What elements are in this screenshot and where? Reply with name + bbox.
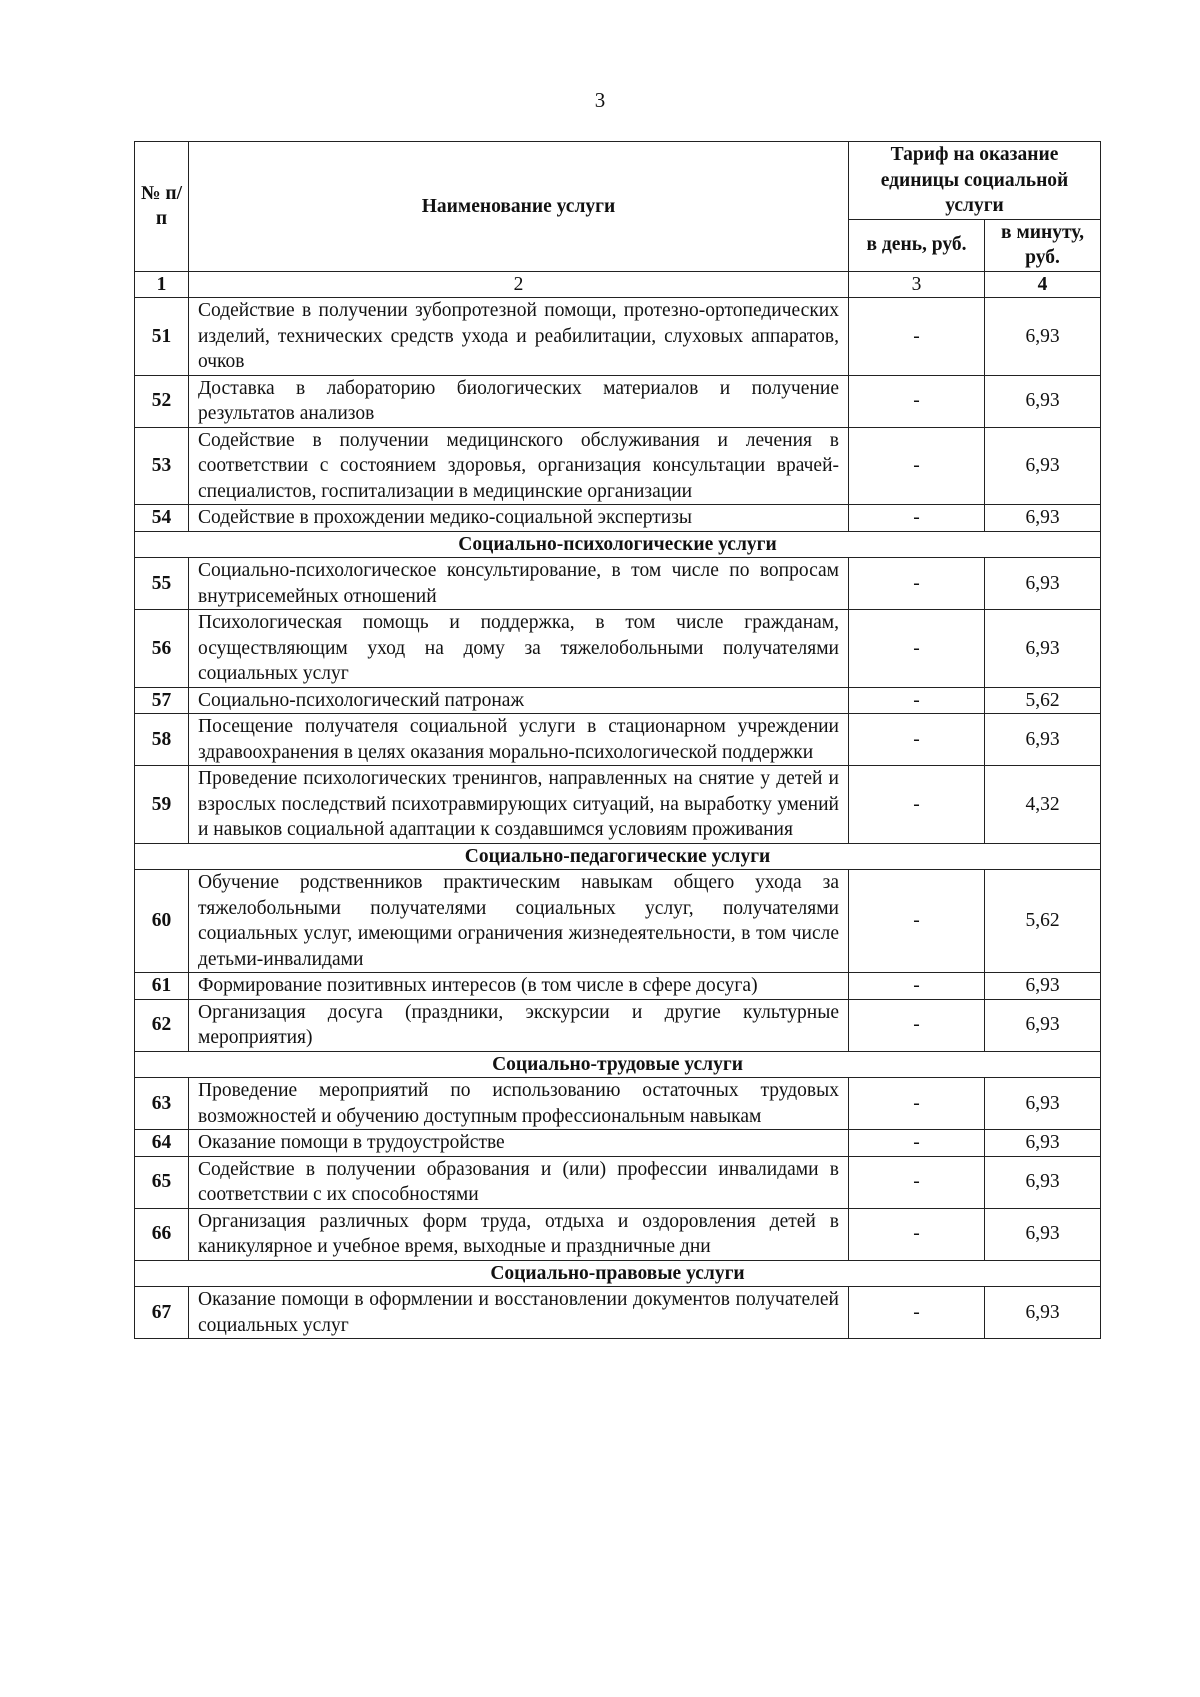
service-number: 51 [135,298,189,376]
tariff-per-day: - [849,1208,985,1260]
service-name: Психологическая помощь и поддержка, в том числе гражданам, осуществляющим уход на дому за тяжелобольными получателями социальных услуг [189,610,849,688]
tariff-per-minute: 6,93 [985,427,1101,505]
service-number: 57 [135,687,189,714]
page-number: 3 [594,88,606,112]
service-number: 63 [135,1078,189,1130]
service-name: Содействие в получении образования и (или) профессии инвалидами в соответствии с их способностями [189,1156,849,1208]
service-name: Посещение получателя социальной услуги в стационарном учреждении здравоохранения в целях оказания морально-психологической поддержки [189,714,849,766]
tariff-per-minute: 6,93 [985,973,1101,1000]
tariff-table [134,141,1101,1339]
service-number: 55 [135,558,189,610]
header-per-day: в день, руб. [849,219,985,271]
table-body [135,298,1101,1339]
service-name: Социально-психологическое консультирование, в том числе по вопросам внутрисемейных отношений [189,558,849,610]
service-name: Проведение мероприятий по использованию остаточных трудовых возможностей и обучению доступным профессиональным навыкам [189,1078,849,1130]
service-number: 59 [135,766,189,844]
table-header [135,142,1101,298]
service-number: 61 [135,973,189,1000]
table-row [135,870,1101,973]
header-tariff: Тариф на оказание единицы социальной услуги [849,142,1101,220]
table-row [135,1208,1101,1260]
service-number: 64 [135,1130,189,1157]
table-row [135,610,1101,688]
header-number: № п/п [135,142,189,272]
section-row [135,1260,1101,1287]
service-number: 67 [135,1287,189,1339]
column-index-1: 1 [135,271,189,298]
table-row [135,1130,1101,1157]
tariff-per-day: - [849,973,985,1000]
tariff-per-day: - [849,375,985,427]
service-name: Содействие в получении медицинского обслуживания и лечения в соответствии с состоянием здоровья, организация консультации врачей-специалистов, госпитализации в медицинские организации [189,427,849,505]
tariff-per-minute: 6,93 [985,1208,1101,1260]
section-title: Социально-педагогические услуги [135,843,1101,870]
tariff-per-day: - [849,766,985,844]
service-name: Содействие в прохождении медико-социальной экспертизы [189,505,849,532]
tariff-per-day: - [849,1156,985,1208]
service-name: Оказание помощи в оформлении и восстановлении документов получателей социальных услуг [189,1287,849,1339]
section-row [135,1051,1101,1078]
tariff-per-minute: 6,93 [985,1078,1101,1130]
service-name: Социально-психологический патронаж [189,687,849,714]
header-service-name: Наименование услуги [189,142,849,272]
section-row [135,843,1101,870]
column-index-4: 4 [985,271,1101,298]
column-index-row [135,271,1101,298]
tariff-per-day: - [849,1130,985,1157]
table-row [135,973,1101,1000]
tariff-per-minute: 6,93 [985,375,1101,427]
service-number: 53 [135,427,189,505]
service-number: 58 [135,714,189,766]
service-name: Оказание помощи в трудоустройстве [189,1130,849,1157]
table-row [135,1078,1101,1130]
tariff-per-day: - [849,427,985,505]
table-row [135,505,1101,532]
tariff-per-day: - [849,505,985,532]
header-per-minute: в минуту, руб. [985,219,1101,271]
tariff-per-minute: 6,93 [985,1287,1101,1339]
tariff-per-minute: 5,62 [985,870,1101,973]
tariff-per-day: - [849,714,985,766]
service-name: Содействие в получении зубопротезной помощи, протезно-ортопедических изделий, технических средств ухода и реабилитации, слуховых аппаратов, очков [189,298,849,376]
tariff-per-day: - [849,558,985,610]
section-title: Социально-психологические услуги [135,531,1101,558]
column-index-3: 3 [849,271,985,298]
tariff-per-minute: 6,93 [985,999,1101,1051]
service-number: 54 [135,505,189,532]
service-name: Доставка в лабораторию биологических материалов и получение результатов анализов [189,375,849,427]
table-row [135,714,1101,766]
tariff-per-day: - [849,687,985,714]
table-row [135,687,1101,714]
service-name: Организация досуга (праздники, экскурсии и другие культурные мероприятия) [189,999,849,1051]
service-name: Обучение родственников практическим навыкам общего ухода за тяжелобольными получателями социальных услуг, получателями социальных услуг, имеющими ограничения жизнедеятельности, в том числе детьми-инвалидами [189,870,849,973]
service-number: 52 [135,375,189,427]
service-number: 65 [135,1156,189,1208]
tariff-per-minute: 6,93 [985,505,1101,532]
tariff-per-minute: 6,93 [985,558,1101,610]
service-name: Проведение психологических тренингов, направленных на снятие у детей и взрослых последствий психотравмирующих ситуаций, на выработку умений и навыков социальной адаптации к создавшимся условиям проживания [189,766,849,844]
table-row [135,999,1101,1051]
section-row [135,531,1101,558]
tariff-per-day: - [849,870,985,973]
tariff-per-minute: 6,93 [985,1130,1101,1157]
tariff-per-day: - [849,1287,985,1339]
service-number: 62 [135,999,189,1051]
service-number: 66 [135,1208,189,1260]
tariff-per-day: - [849,999,985,1051]
tariff-per-minute: 6,93 [985,610,1101,688]
table-row [135,766,1101,844]
table-row [135,1287,1101,1339]
tariff-per-day: - [849,1078,985,1130]
tariff-per-minute: 6,93 [985,298,1101,376]
table-row [135,298,1101,376]
table-row [135,558,1101,610]
tariff-per-day: - [849,610,985,688]
table-row [135,1156,1101,1208]
tariff-per-day: - [849,298,985,376]
tariff-per-minute: 5,62 [985,687,1101,714]
tariff-per-minute: 6,93 [985,1156,1101,1208]
section-title: Социально-правовые услуги [135,1260,1101,1287]
service-name: Формирование позитивных интересов (в том числе в сфере досуга) [189,973,849,1000]
service-number: 56 [135,610,189,688]
tariff-per-minute: 6,93 [985,714,1101,766]
column-index-2: 2 [189,271,849,298]
table-row [135,375,1101,427]
table-row [135,427,1101,505]
service-name: Организация различных форм труда, отдыха и оздоровления детей в каникулярное и учебное время, выходные и праздничные дни [189,1208,849,1260]
service-number: 60 [135,870,189,973]
section-title: Социально-трудовые услуги [135,1051,1101,1078]
tariff-per-minute: 4,32 [985,766,1101,844]
